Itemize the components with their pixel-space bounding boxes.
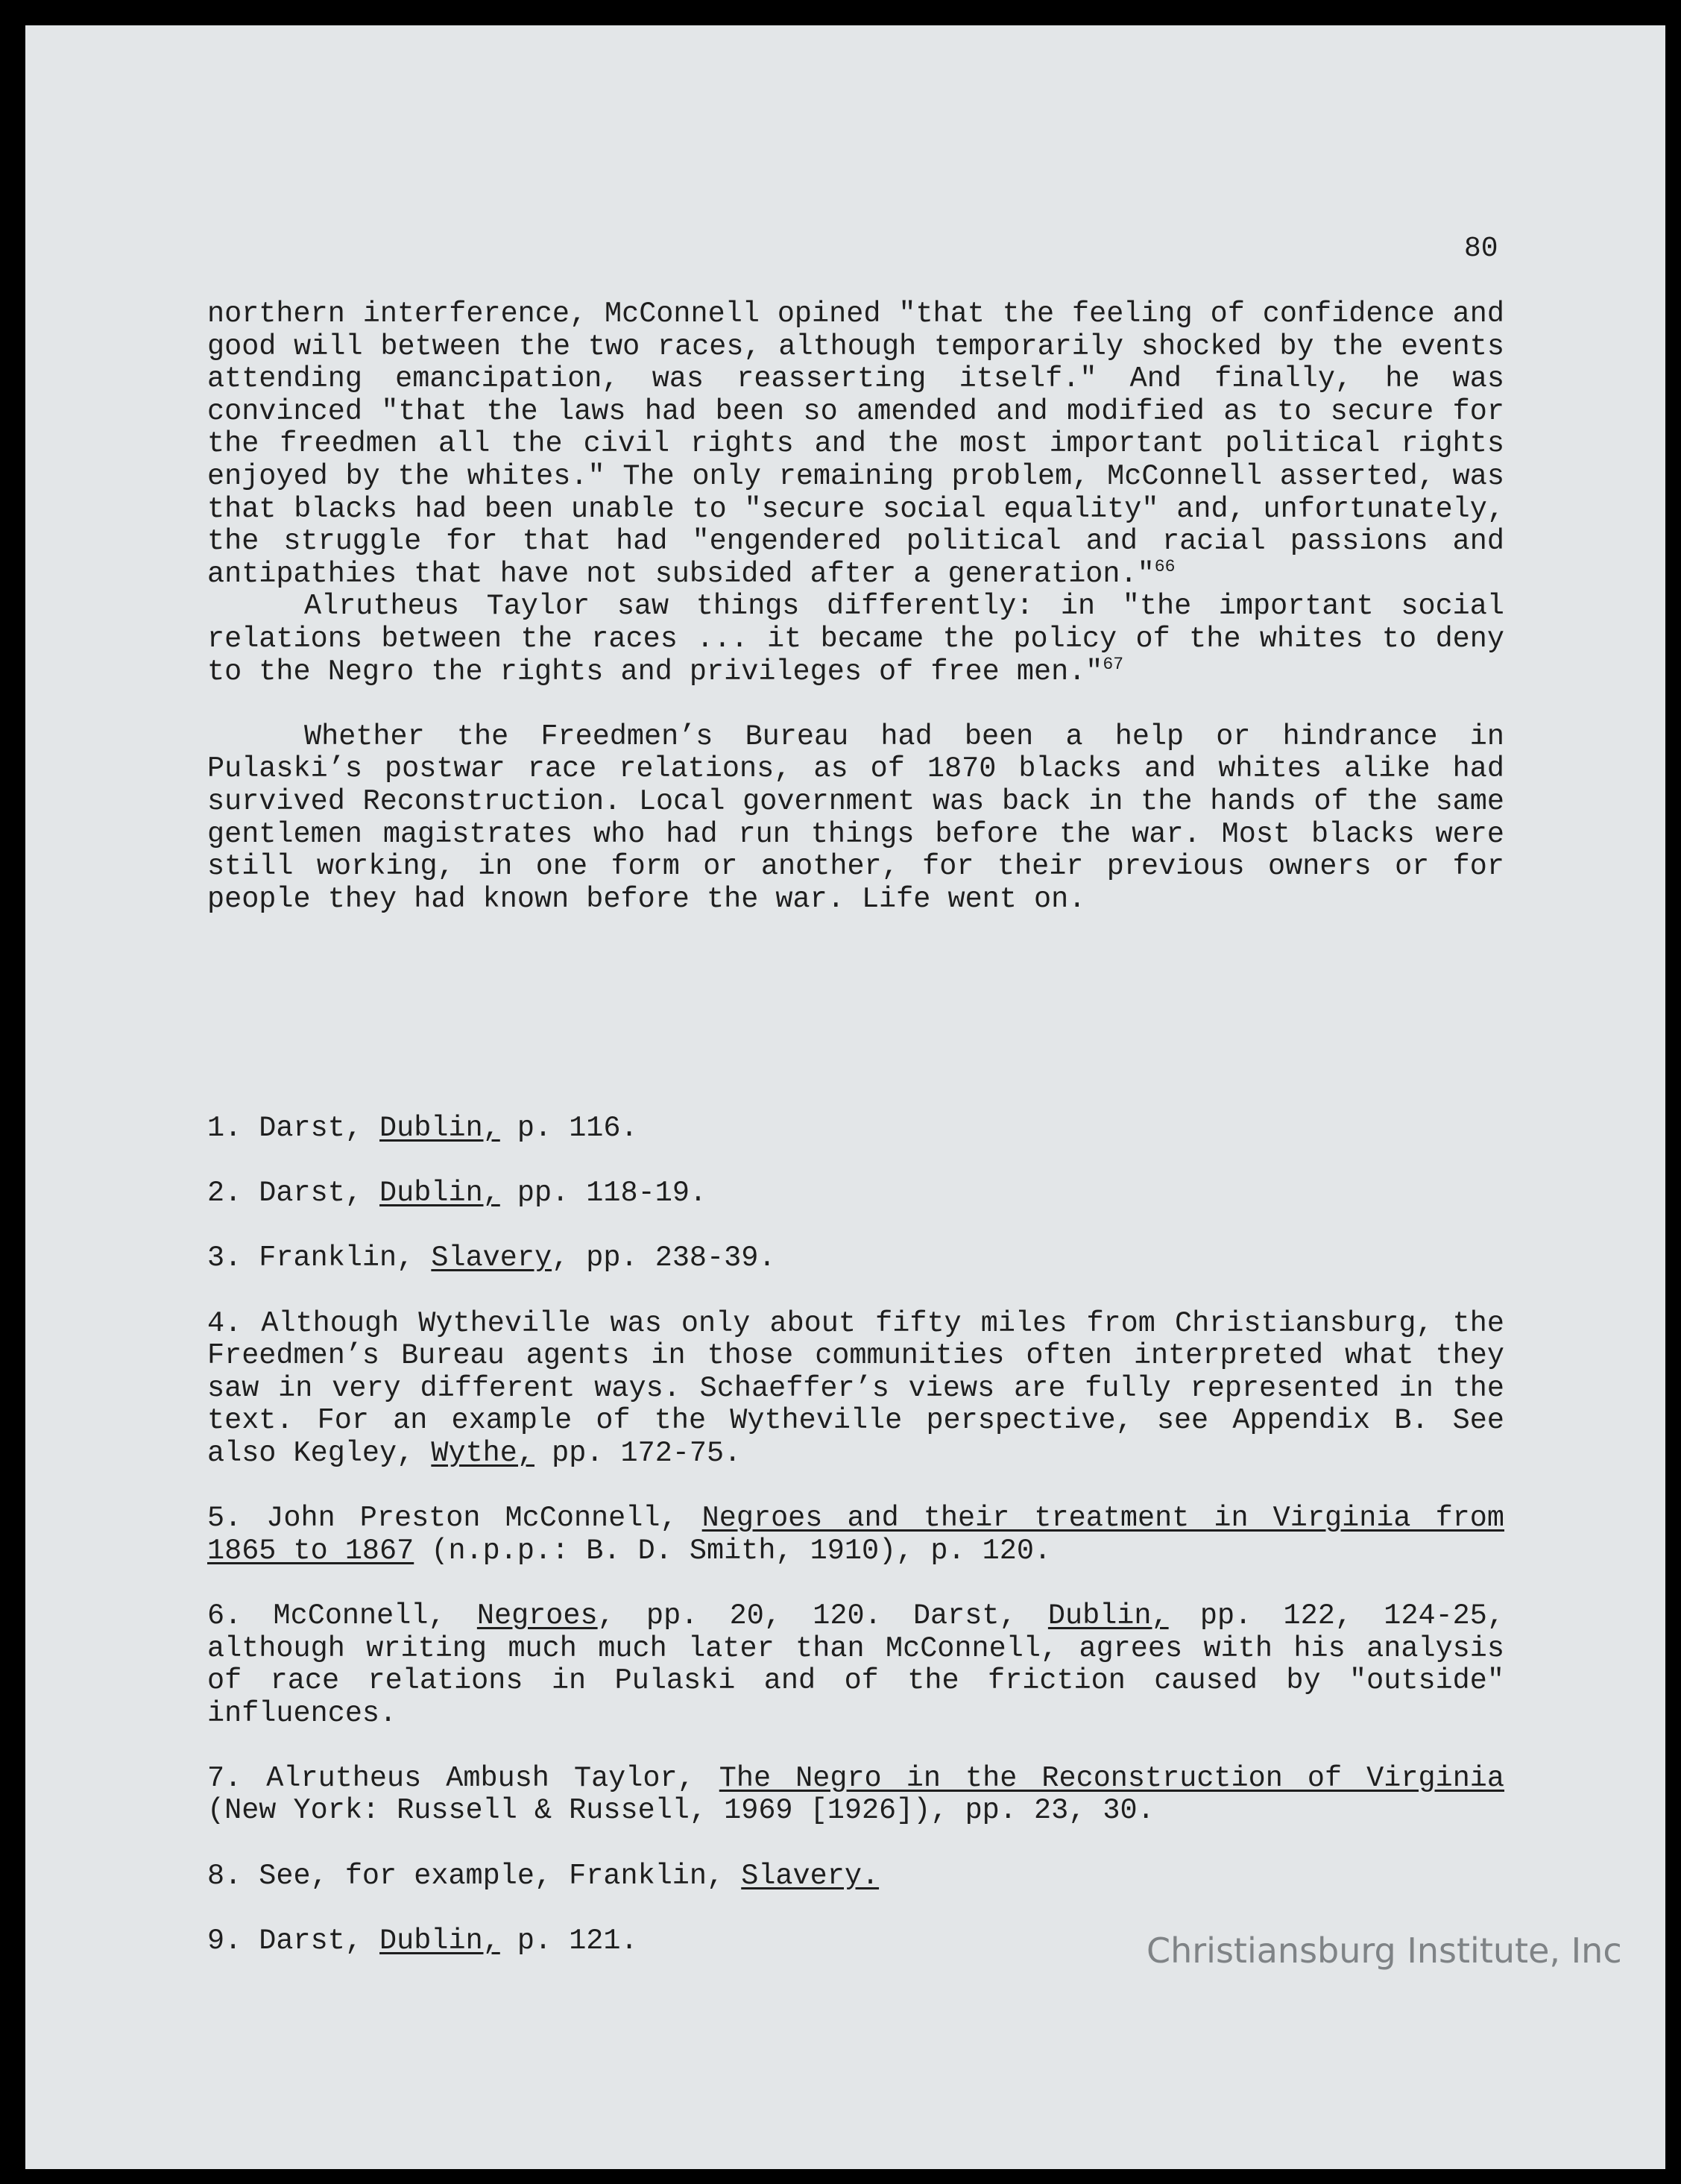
note-text: 8. See, for example, Franklin, (207, 1859, 742, 1892)
footnote-ref: 66 (1154, 556, 1176, 576)
note-title: Dublin, (379, 1924, 500, 1957)
endnote-5 (207, 1502, 1504, 1567)
note-text: p. 116. (499, 1112, 638, 1145)
note-title: Negroes (476, 1599, 598, 1632)
note-text: 1. Darst, (207, 1112, 380, 1145)
paragraph-text: northern interference, McConnell opined "that the feeling of confidence and good will between the two races, although temporarily shocked by the events attending emancipation, was reasserting itself." And finally, he was convinced "that the laws had been so amended and modified as to secure for the freedmen all the civil rights and the most important political rights enjoyed by the whites." The only remaining problem, McConnell asserted, was that blacks had been unable to "secure social equality" and, unfortunately, the struggle for that had "engendered political and racial passions and antipathies that have not subsided after a generation." (207, 298, 1504, 591)
paragraph-text: Alrutheus Taylor saw things differently: in "the important social relations between the races ... it became the policy of the whites to deny to the Negro the rights and privileges of free men." (207, 590, 1504, 688)
paragraph-text: Whether the Freedmen’s Bureau had been a help or hindrance in Pulaski’s postwar race relations, as of 1870 blacks and whites alike had survived Reconstruction. Local government was back in the hands of the same gentlemen magistrates who had run things before the war. Most blacks were still working, in one form or another, for their previous owners or for people they had known before the war. Life went on. (207, 720, 1504, 916)
endnote-4 (207, 1308, 1504, 1470)
endnotes (207, 1113, 1504, 1990)
note-text: , pp. 20, 120. Darst, (597, 1599, 1048, 1632)
endnote-1 (207, 1113, 1504, 1145)
endnote-6 (207, 1600, 1504, 1730)
note-text: pp. 172-75. (534, 1436, 742, 1470)
endnote-7 (207, 1763, 1504, 1828)
note-text: 7. Alrutheus Ambush Taylor, (207, 1761, 719, 1795)
paper-page (25, 25, 1665, 2169)
endnote-2 (207, 1177, 1504, 1210)
paragraph-mcconnell (207, 298, 1504, 591)
endnote-8 (207, 1860, 1504, 1893)
note-text: 4. Although Wytheville was only about fifty miles from Christiansburg, the Freedmen’s Bureau agents in those communities often interpreted what they saw in very different ways. Schaeffer’s views are fully represented in the text. For an example of the Wytheville perspective, see Appendix B. See also Kegley, (207, 1306, 1504, 1470)
note-text: 6. McConnell, (207, 1599, 477, 1632)
paragraph-conclusion (207, 721, 1504, 916)
note-title: The Negro in the Reconstruction of Virginia (719, 1761, 1505, 1795)
note-title: Dublin, (379, 1177, 500, 1210)
note-text: p. 121. (499, 1924, 638, 1957)
note-title: Dublin, (379, 1112, 500, 1145)
note-title: Dublin, (1047, 1599, 1169, 1632)
note-title: Negroes and their treatment in Virginia from 1865 to 1867 (207, 1502, 1504, 1567)
note-title: Wythe, (431, 1436, 534, 1470)
note-text: , pp. 238-39. (552, 1242, 776, 1275)
page-number: 80 (1464, 233, 1498, 265)
note-text: 2. Darst, (207, 1177, 380, 1210)
paragraph-taylor (207, 591, 1504, 688)
note-text: pp. 122, 124-25, although writing much much later than McConnell, agrees with his analysis of race relations in Pulaski and of the friction caused by "outside" influences. (207, 1599, 1504, 1730)
note-text: (n.p.p.: B. D. Smith, 1910), p. 120. (414, 1534, 1052, 1567)
watermark: Christiansburg Institute, Inc (1147, 1930, 1622, 1971)
body-text (207, 298, 1504, 916)
note-text: pp. 118-19. (499, 1177, 707, 1210)
note-title: Slavery. (741, 1859, 880, 1892)
note-text: 9. Darst, (207, 1924, 380, 1957)
note-text: 3. Franklin, (207, 1242, 432, 1275)
note-title: Slavery (431, 1242, 552, 1275)
note-text: (New York: Russell & Russell, 1969 [1926]), pp. 23, 30. (207, 1794, 1155, 1828)
note-text: 5. John Preston McConnell, (207, 1502, 702, 1535)
footnote-ref: 67 (1103, 654, 1124, 674)
endnote-3 (207, 1242, 1504, 1275)
